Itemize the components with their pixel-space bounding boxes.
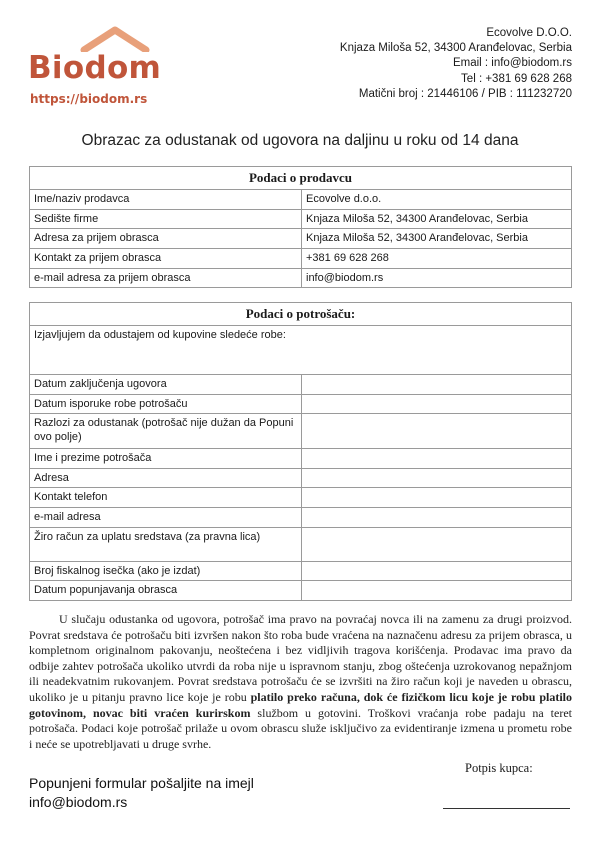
- buyer-label: Ime i prezime potrošača: [30, 449, 302, 469]
- seller-heading: Podaci o prodavcu: [30, 167, 572, 190]
- logo-url[interactable]: https://biodom.rs: [30, 92, 148, 106]
- logo-wordmark: Biodom: [28, 50, 162, 86]
- seller-table: [29, 166, 572, 288]
- company-email: Email : info@biodom.rs: [452, 57, 572, 70]
- buyer-table: [29, 302, 572, 601]
- buyer-label: Datum zaključenja ugovora: [30, 375, 302, 395]
- form-title: Obrazac za odustanak od ugovora na daljinu u roku od 14 dana: [81, 132, 519, 149]
- seller-label: e-mail adresa za prijem obrasca: [30, 268, 302, 288]
- withdrawal-reason-field[interactable]: [302, 414, 572, 449]
- goods-statement-field[interactable]: [30, 326, 572, 375]
- seller-value: Knjaza Miloša 52, 34300 Aranđelovac, Serbia: [302, 209, 572, 229]
- buyer-label: Žiro račun za uplatu sredstava (za pravna lica): [30, 527, 302, 561]
- table-row: [30, 449, 572, 469]
- seller-value: Ecovolve d.o.o.: [302, 190, 572, 210]
- table-row: [30, 527, 572, 561]
- company-phone: Tel : +381 69 628 268: [461, 72, 572, 85]
- biodom-logo: [28, 26, 168, 110]
- table-row: [30, 209, 572, 229]
- table-row: [30, 414, 572, 449]
- footer-email[interactable]: info@biodom.rs: [29, 794, 128, 810]
- receipt-number-field[interactable]: [302, 561, 572, 581]
- table-row: [30, 394, 572, 414]
- footer-instruction: Popunjeni formular pošaljite na imejl: [29, 775, 254, 791]
- table-row: [30, 268, 572, 288]
- seller-label: Ime/naziv prodavca: [30, 190, 302, 210]
- buyer-label: Datum popunjavanja obrasca: [30, 581, 302, 601]
- table-row: [30, 488, 572, 508]
- company-registration: Matični broj : 21446106 / PIB : 111232720: [358, 87, 572, 100]
- buyer-label: Adresa: [30, 468, 302, 488]
- table-row: [30, 507, 572, 527]
- notice-text: U slučaju odustanka od ugovora, potrošač ima pravo na povraćaj novca ili na zamenu za drugi proizvod. Povrat sredstava će potrošaču biti izvršen nakon što roba bude vraćena na naznačenu adresu za prijem obrasca, u kompletnom originalnom pakovanju, neoštećena i bez vidljivih tragova korišćenja. Prodavac ima pravo da odbije zahtev potrošača ukoliko utvrdi da roba nije u ispravnom stanju, zbog oštećenja uzrokovanog nepažnjom ili neadekvatnim rukovanjem. Povrat sredstava potrošaču će se izvršiti na žiro račun koji je naveden u obrascu, ukoliko je u pitanju pravno lice koje je robu: [29, 612, 572, 704]
- withdrawal-notice: [29, 612, 572, 752]
- buyer-label: e-mail adresa: [30, 507, 302, 527]
- footer-note: [29, 774, 254, 812]
- company-address: Knjaza Miloša 52, 34300 Aranđelovac, Serbia: [339, 42, 572, 55]
- buyer-label: Kontakt telefon: [30, 488, 302, 508]
- form-date-field[interactable]: [302, 581, 572, 601]
- buyer-heading: Podaci o potrošaču:: [30, 303, 572, 326]
- buyer-label: Broj fiskalnog isečka (ako je izdat): [30, 561, 302, 581]
- table-row: [30, 581, 572, 601]
- buyer-label: Datum isporuke robe potrošaču: [30, 394, 302, 414]
- signature-label: Potpis kupca:: [465, 761, 533, 775]
- table-row: [30, 249, 572, 269]
- notice-text-bold: platilo preko računa, dok će fizičkom licu koje je robu platilo gotovinom, novac biti vraćen kurirskom: [29, 689, 572, 720]
- notice-text-end: službom u gotovini. Troškovi vraćanja robe padaju na teret potrošača. Podaci koje potrošač prilaže u ovom obrascu služe isključivo za evidentiranje izmena u prometu robe i neće se upotrebljavati u druge svrhe.: [29, 705, 572, 751]
- company-info: [340, 26, 572, 102]
- address-field[interactable]: [302, 468, 572, 488]
- house-roof-icon: [80, 26, 150, 52]
- buyer-label: Razlozi za odustanak (potrošač nije dužan da Popuni ovo polje): [30, 414, 302, 449]
- phone-field[interactable]: [302, 488, 572, 508]
- signature-line[interactable]: [443, 808, 570, 809]
- table-row: [30, 190, 572, 210]
- email-field[interactable]: [302, 507, 572, 527]
- bank-account-field[interactable]: [302, 527, 572, 561]
- goods-statement-label: Izjavljujem da odustajem od kupovine sledeće robe:: [34, 329, 286, 341]
- seller-label: Sedište firme: [30, 209, 302, 229]
- table-row: [30, 375, 572, 395]
- table-row: [30, 468, 572, 488]
- contract-date-field[interactable]: [302, 375, 572, 395]
- seller-value: info@biodom.rs: [302, 268, 572, 288]
- full-name-field[interactable]: [302, 449, 572, 469]
- seller-label: Adresa za prijem obrasca: [30, 229, 302, 249]
- delivery-date-field[interactable]: [302, 394, 572, 414]
- seller-value: Knjaza Miloša 52, 34300 Aranđelovac, Serbia: [302, 229, 572, 249]
- seller-value: +381 69 628 268: [302, 249, 572, 269]
- company-name: Ecovolve D.O.O.: [486, 27, 572, 39]
- table-row: [30, 561, 572, 581]
- seller-label: Kontakt za prijem obrasca: [30, 249, 302, 269]
- table-row: [30, 229, 572, 249]
